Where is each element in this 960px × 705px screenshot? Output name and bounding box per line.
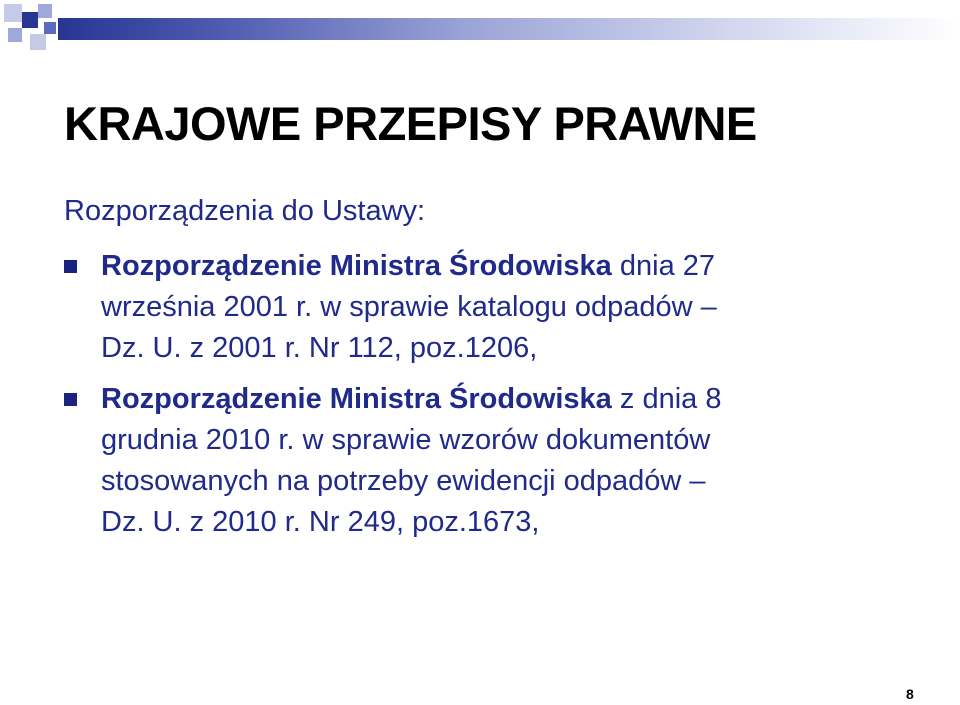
regulation-name: Rozporządzenie Ministra Środowiska: [101, 250, 612, 282]
regulation-name: Rozporządzenie Ministra Środowiska: [101, 383, 612, 415]
header-gradient-band: [58, 18, 960, 40]
page-number: 8: [906, 686, 914, 702]
item-line: września 2001 r. w sprawie katalogu odpadów –: [101, 291, 717, 323]
slide-title: KRAJOWE PRZEPISY PRAWNE: [64, 97, 757, 150]
line-text: dnia 27: [611, 250, 716, 282]
item-line: [101, 379, 944, 420]
deco-square: [30, 34, 46, 50]
square-bullet-icon: [64, 393, 77, 406]
item-line: Dz. U. z 2001 r. Nr 112, poz.1206,: [101, 332, 538, 364]
item-line: grudnia 2010 r. w sprawie wzorów dokumentów: [101, 424, 711, 456]
deco-square: [4, 4, 22, 22]
deco-square: [38, 4, 52, 18]
list-item: [64, 379, 944, 543]
deco-square: [8, 28, 22, 42]
deco-square: [22, 12, 38, 28]
item-line: [101, 246, 944, 287]
deco-square: [44, 22, 56, 34]
square-bullet-icon: [64, 260, 77, 273]
header-decoration: [0, 0, 960, 60]
list-item: [64, 246, 944, 369]
line-text: z dnia 8: [611, 383, 722, 415]
item-line: stosowanych na potrzeby ewidencji odpadów –: [101, 465, 706, 497]
item-line: Dz. U. z 2010 r. Nr 249, poz.1673,: [101, 506, 540, 538]
intro-text: Rozporządzenia do Ustawy:: [64, 195, 426, 227]
regulation-list: [64, 246, 944, 553]
